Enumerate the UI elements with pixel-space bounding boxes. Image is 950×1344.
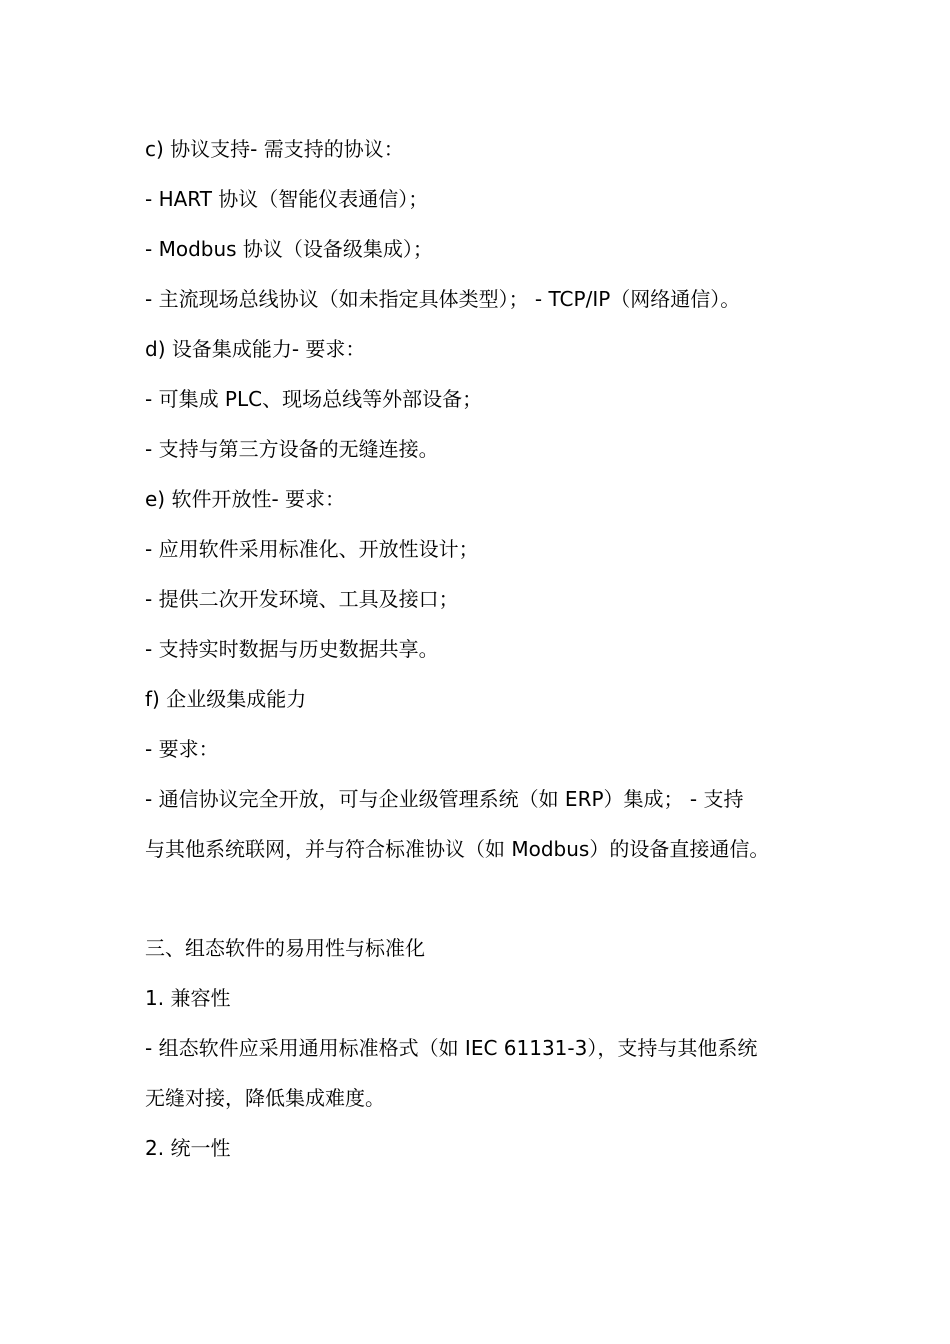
protocol-support-heading: c) 协议支持- 需支持的协议： xyxy=(145,137,404,161)
software-openness-heading: e) 软件开放性- 要求： xyxy=(145,487,346,511)
device-integration-heading: d) 设备集成能力- 要求： xyxy=(145,337,366,361)
list-item: - Modbus 协议（设备级集成）； xyxy=(145,237,433,261)
list-item: - 应用软件采用标准化、开放性设计； xyxy=(145,537,479,561)
list-item: - 提供二次开发环境、工具及接口； xyxy=(145,587,459,611)
section-heading: 三、组态软件的易用性与标准化 xyxy=(145,936,425,960)
section-spacer xyxy=(145,879,825,928)
list-item: - HART 协议（智能仪表通信）； xyxy=(145,187,429,211)
paragraph-line: - 通信协议完全开放，可与企业级管理系统（如 ERP）集成； - 支持 xyxy=(145,787,744,811)
subheading-uniformity: 2. 统一性 xyxy=(145,1136,231,1160)
subheading-compatibility: 1. 兼容性 xyxy=(145,986,231,1010)
list-item: - 支持与第三方设备的无缝连接。 xyxy=(145,437,439,461)
list-item: - 要求： xyxy=(145,737,219,761)
list-item: - 支持实时数据与历史数据共享。 xyxy=(145,637,439,661)
paragraph-line: 无缝对接，降低集成难度。 xyxy=(145,1086,385,1110)
list-item: - 可集成 PLC、现场总线等外部设备； xyxy=(145,387,483,411)
document-body xyxy=(145,129,825,1178)
enterprise-integration-heading: f) 企业级集成能力 xyxy=(145,687,307,711)
paragraph-line: 与其他系统联网，并与符合标准协议（如 Modbus）的设备直接通信。 xyxy=(145,837,770,861)
paragraph-line: - 组态软件应采用通用标准格式（如 IEC 61131-3），支持与其他系统 xyxy=(145,1036,758,1060)
list-item: - 主流现场总线协议（如未指定具体类型）； - TCP/IP（网络通信）。 xyxy=(145,287,741,311)
